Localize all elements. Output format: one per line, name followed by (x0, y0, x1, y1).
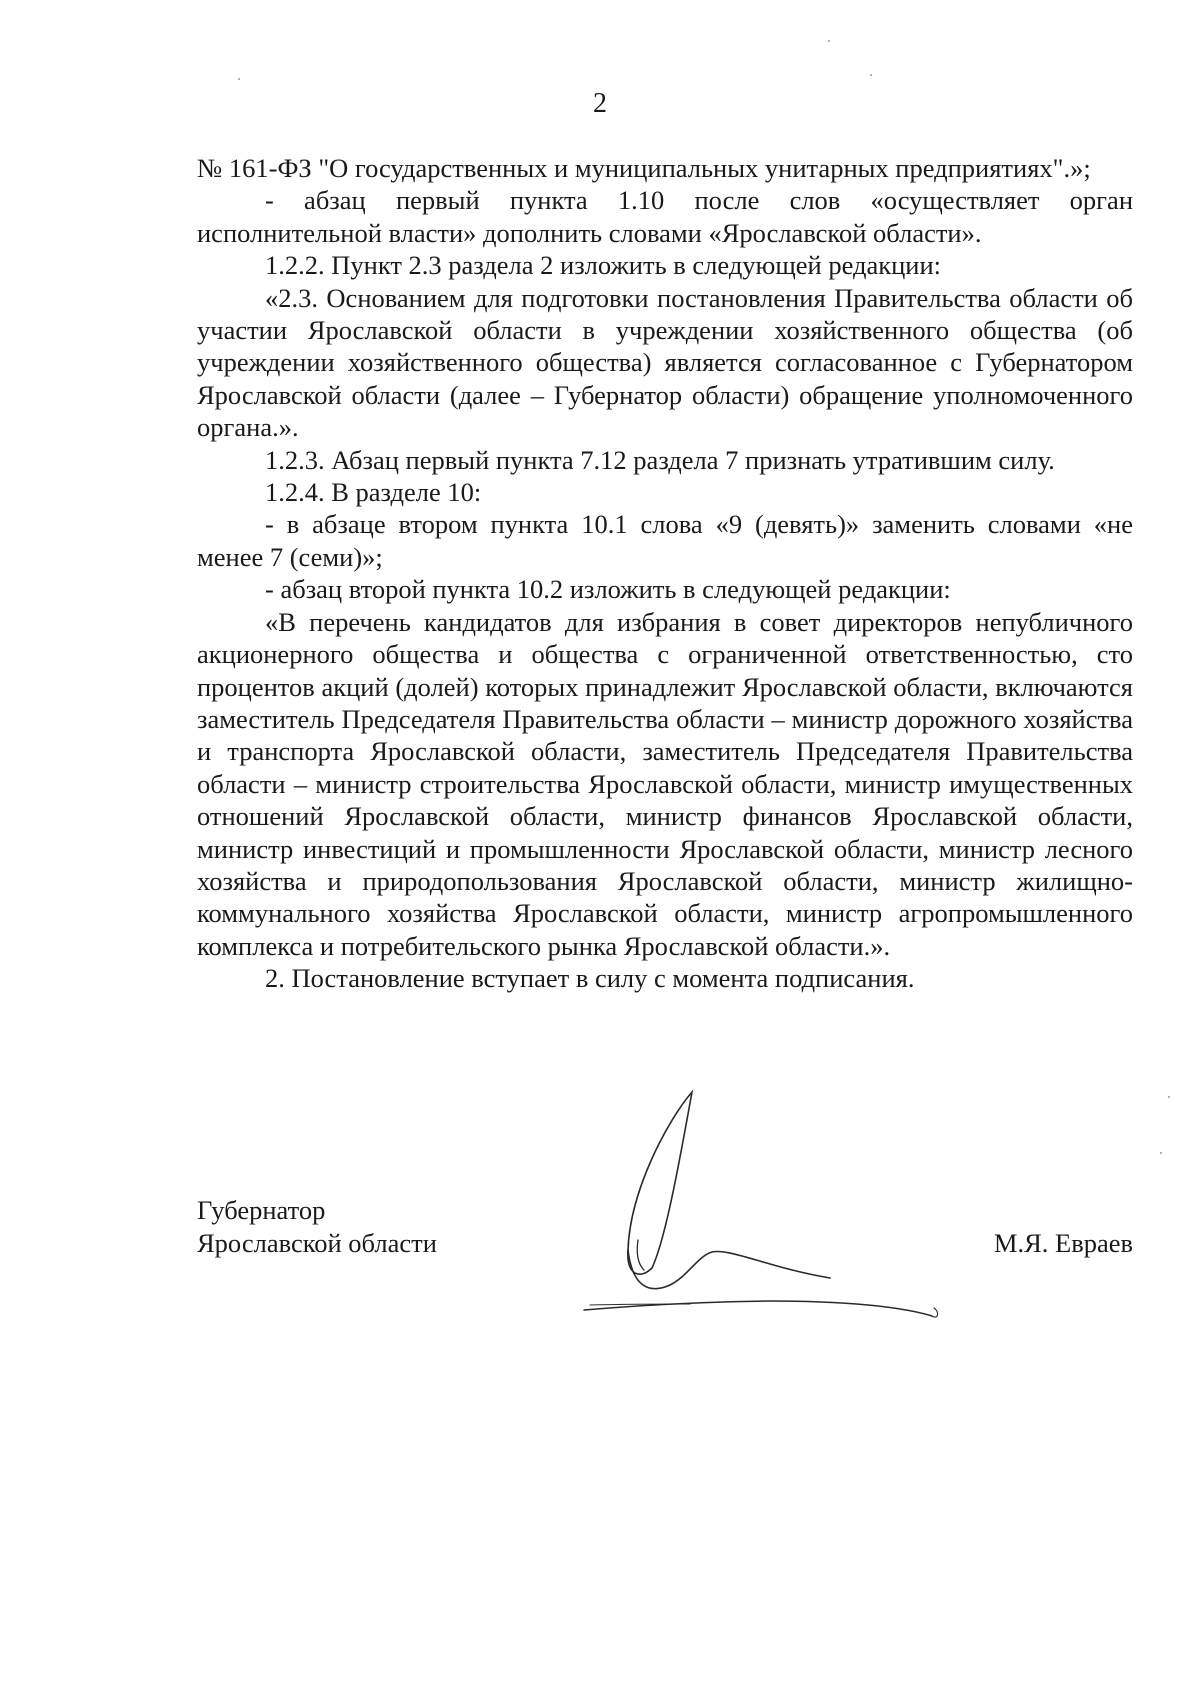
paragraph: № 161-ФЗ "О государственных и муниципальных унитарных предприятиях".»; (197, 153, 1091, 183)
scan-speck (1160, 1152, 1162, 1154)
paragraph: - в абзаце втором пункта 10.1 слова «9 (девять)» заменить словами «не менее 7 (семи)»; (197, 509, 1133, 572)
paragraph: 1.2.2. Пункт 2.3 раздела 2 изложить в следующей редакции: (265, 250, 942, 281)
scan-speck (1168, 1096, 1170, 1098)
scan-speck (828, 40, 830, 42)
paragraph: «В перечень кандидатов для избрания в совет директоров непубличного акционерного общества и общества с ограниченной ответственностью, сто процентов акций (долей) которых принадлежит Ярославской области, включаются заместитель Председателя Правительства области – министр дорожного хозяйства и транспорта Ярославской области, заместитель Председателя Правительства области – министр строительства Ярославской области, министр имущественных отношений Ярославской области, министр финансов Ярославской области, министр инвестиций и промышленности Ярославской области, министр лесного хозяйства и природопользования Ярославской области, министр жилищно-коммунального хозяйства Ярославской области, министр агропромышленного комплекса и потребительского рынка Ярославской области.». (197, 606, 1133, 961)
signatory-title-line: Губернатор (197, 1195, 326, 1225)
paragraph: «2.3. Основанием для подготовки постановления Правительства области об участии Ярославской области в учреждении хозяйственного общества (об учреждении хозяйственного общества) является согласованное с Губернатором Ярославской области (далее – Губернатор области) обращение уполномоченного органа.». (197, 282, 1133, 443)
scan-speck (238, 78, 240, 80)
paragraph: 1.2.4. В разделе 10: (265, 477, 482, 508)
paragraph: - абзац второй пункта 10.2 изложить в следующей редакции: (265, 574, 951, 605)
document-body (197, 152, 1133, 995)
scan-speck (870, 74, 872, 76)
paragraph: 2. Постановление вступает в силу с момента подписания. (265, 963, 915, 994)
paragraph: - абзац первый пункта 1.10 после слов «осуществляет орган исполнительной власти» дополнить словами «Ярославской области». (197, 185, 1133, 248)
signatory-title-line: Ярославской области (197, 1228, 437, 1258)
paragraph: 1.2.3. Абзац первый пункта 7.12 раздела 7 признать утратившим силу. (265, 444, 1055, 475)
signer-name: М.Я. Евраев (993, 1228, 1133, 1258)
page-number: 2 (593, 88, 607, 119)
handwritten-signature (570, 1080, 990, 1320)
signatory-title (197, 1194, 437, 1260)
